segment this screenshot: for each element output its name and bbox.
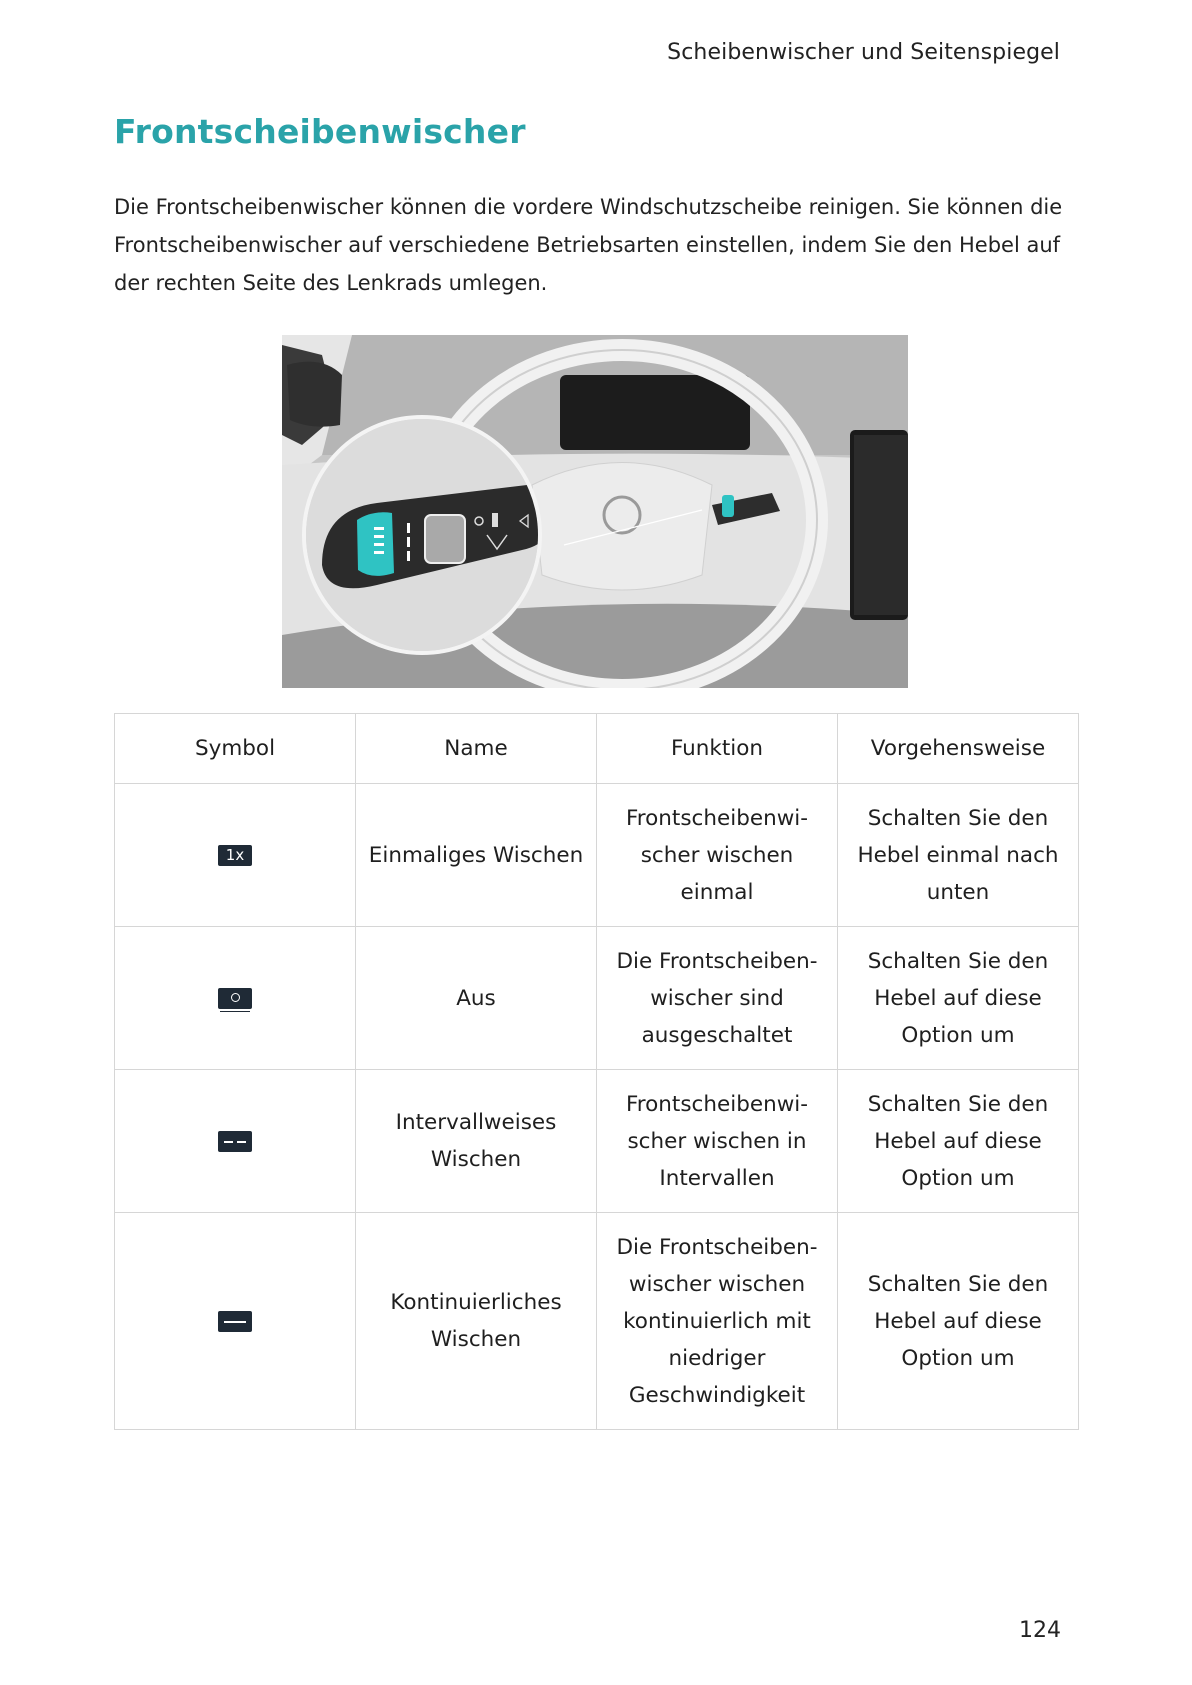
name-cell: Einmaliges Wischen xyxy=(356,784,597,927)
interval-wipe-icon xyxy=(218,1131,252,1152)
symbol-cell xyxy=(115,1213,356,1430)
function-cell: Frontscheibenwischer wischen einmal xyxy=(597,784,838,927)
wiper-modes-table xyxy=(114,713,1079,1430)
symbol-cell xyxy=(115,784,356,927)
procedure-cell: Schalten Sie den Hebel auf diese Option um xyxy=(838,1213,1079,1430)
name-cell: Aus xyxy=(356,927,597,1070)
wiper-off-icon xyxy=(218,988,252,1009)
header-procedure: Vorgehensweise xyxy=(838,714,1079,784)
header-function: Funktion xyxy=(597,714,838,784)
running-header: Scheibenwischer und Seitenspiegel xyxy=(667,40,1060,65)
table-header-row xyxy=(115,714,1079,784)
single-wipe-icon: 1x xyxy=(218,845,252,866)
table-row xyxy=(115,1213,1079,1430)
symbol-cell xyxy=(115,1070,356,1213)
header-name: Name xyxy=(356,714,597,784)
function-cell: Frontscheibenwischer wischen in Intervallen xyxy=(597,1070,838,1213)
wiper-stalk-figure xyxy=(282,335,908,688)
function-cell: Die Frontscheibenwischer sind ausgeschaltet xyxy=(597,927,838,1070)
header-symbol: Symbol xyxy=(115,714,356,784)
table-row xyxy=(115,1070,1079,1213)
table-row xyxy=(115,784,1079,927)
page-number: 124 xyxy=(1019,1618,1061,1643)
continuous-low-wipe-icon xyxy=(218,1311,252,1332)
name-cell: Kontinuierliches Wischen xyxy=(356,1213,597,1430)
procedure-cell: Schalten Sie den Hebel auf diese Option um xyxy=(838,1070,1079,1213)
intro-paragraph: Die Frontscheibenwischer können die vordere Windschutzscheibe reinigen. Sie können die Frontscheibenwischer auf verschiedene Betriebsarten einstellen, indem Sie den Hebel auf der rechten Seite des Lenkrads umlegen. xyxy=(114,195,1063,295)
name-cell: Intervallweises Wischen xyxy=(356,1070,597,1213)
procedure-cell: Schalten Sie den Hebel einmal nach unten xyxy=(838,784,1079,927)
function-cell: Die Frontscheibenwischer wischen kontinuierlich mit niedriger Geschwindigkeit xyxy=(597,1213,838,1430)
steering-wheel-wiper-stalk-illustration xyxy=(282,335,908,688)
section-title: Frontscheibenwischer xyxy=(114,112,526,151)
table-row xyxy=(115,927,1079,1070)
symbol-cell xyxy=(115,927,356,1070)
procedure-cell: Schalten Sie den Hebel auf diese Option um xyxy=(838,927,1079,1070)
